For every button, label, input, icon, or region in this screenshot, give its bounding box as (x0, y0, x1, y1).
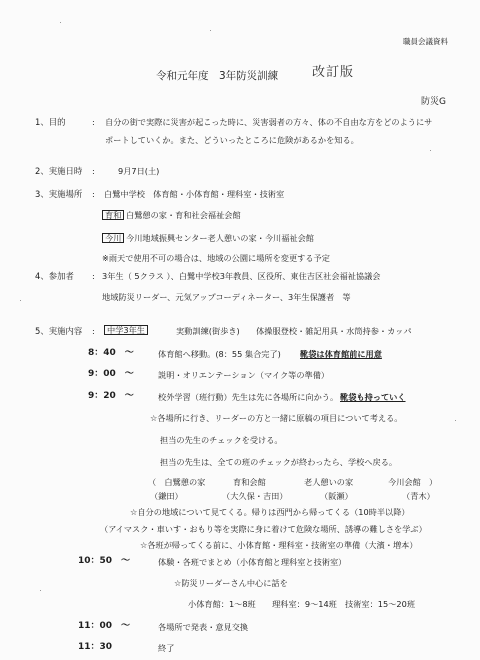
place-tag-imagawa: 今川 (102, 233, 124, 243)
teacher-name: （青木） (402, 491, 435, 501)
detail-line: （アイマスク・車いす・おもり等を実際に身に着けて危険な場所、誘導の難しさを学ぶ） (100, 524, 427, 534)
schedule-note: 靴袋は体育館前に用意 (300, 349, 382, 359)
place-name: 育和会館 (233, 477, 266, 487)
summary-line: ☆防災リーダーさん中心に話を (174, 578, 288, 588)
purpose-label: 1、目的 (35, 117, 66, 127)
schedule-text: 各場所で発表・意見交換 (158, 622, 249, 632)
place-name: 今川会館 ） (388, 477, 438, 487)
place-line1: 白鷺中学校 体育館・小体育館・理科室・技術室 (104, 189, 285, 199)
place-tag-ikuwa: 育和 (102, 210, 124, 220)
date-value: 9月7日(土) (118, 166, 160, 176)
scan-speck (60, 22, 61, 23)
page-title: 令和元年度 3年防災訓練 (156, 70, 279, 82)
place-label: 3、実施場所 (35, 189, 83, 199)
teacher-name: （鎌田） (150, 491, 183, 501)
place-note: ※雨天で使用不可の場合は、地域の公園に場所を変更する予定 (102, 253, 330, 263)
scan-speck (210, 30, 211, 31)
schedule-text: 体育館へ移動。(8：55 集合完了) (158, 349, 281, 359)
date-colon: : (92, 166, 95, 176)
content-grade-tag: 中学3年生 (104, 325, 148, 335)
handwritten-revision-note: 改訂版 (312, 65, 355, 80)
doc-label: 職員会議資料 (403, 37, 448, 46)
place-name: （ 白鷺憩の家 (148, 477, 206, 487)
schedule-text: 説明・オリエンテーション（マイク等の準備） (158, 370, 330, 380)
date-label: 2、実施日時 (35, 166, 83, 176)
schedule-time: 10：50 ～ (78, 556, 131, 566)
schedule-time: 9：20 ～ (88, 391, 134, 401)
scan-speck (40, 590, 41, 591)
scan-speck (20, 300, 21, 301)
place-name: 老人憩いの家 (304, 477, 354, 487)
schedule-time: 11：30 (78, 642, 113, 652)
participants-label: 4、参加者 (35, 271, 74, 281)
schedule-text: 校外学習（班行動）先生は先に各場所に向かう。 (158, 392, 339, 402)
participants-line2: 地域防災リーダー、元気アップコーディネーター、3年生保護者 等 (102, 292, 351, 302)
detail-line: ☆自分の地域について見てくる。帰りは西門から帰ってくる（10時半以降） (130, 507, 410, 517)
participants-line1: 3年生（ 5クラス ）、白鷺中学校3年教員、区役所、東住吉区社会福祉協議会 (102, 271, 381, 281)
schedule-time: 9：00 ～ (88, 369, 134, 379)
schedule-text: 終了 (158, 643, 175, 653)
place-colon: : (92, 189, 95, 199)
place-line2: 白鷺憩の家・育和社会福祉会館 (126, 210, 241, 220)
teacher-name: （阪瀬） (320, 491, 353, 501)
schedule-time: 8：40 ～ (88, 348, 134, 358)
purpose-colon: : (92, 117, 95, 127)
place-line3: 今川地域振興センター老人憩いの家・今川福祉会館 (126, 233, 314, 243)
detail-line: ☆各場所に行き、リーダーの方と一緒に原稿の項目について考える。 (150, 413, 403, 423)
detail-line: 担当の先生のチェックを受ける。 (160, 435, 283, 445)
content-label: 5、実施内容 (35, 326, 83, 336)
detail-line: 担当の先生は、全ての班のチェックが終わったら、学校へ戻る。 (160, 457, 398, 467)
content-items: 実動訓練(街歩き) 体操服登校・雑記用具・水筒持参・カッパ (176, 326, 412, 336)
schedule-time: 11：00 ～ (78, 621, 131, 631)
group-label: 防災G (421, 97, 446, 107)
teacher-name: （大久保・吉田） (222, 491, 288, 501)
purpose-text-line2: ポートしていくか。また、どういったところに危険があるかを知る。 (105, 135, 359, 145)
participants-colon: : (92, 271, 95, 281)
detail-line: ☆各班が帰ってくる前に、小体育館・理科室・技術室の準備（大濱・増本） (140, 540, 418, 550)
schedule-text: 体験・各班でまとめ（小体育館と理科室と技術室） (158, 557, 347, 567)
schedule-note: 靴袋も持っていく (340, 392, 406, 402)
scan-speck (455, 420, 456, 421)
scan-speck (430, 150, 431, 151)
content-colon: : (92, 326, 95, 336)
summary-line: 小体育館：1～8班 理科室：9～14班 技術室：15～20班 (188, 599, 416, 609)
purpose-text-line1: 自分の街で実際に災害が起こった時に、災害弱者の方々、体の不自由な方をどのようにサ (105, 117, 433, 127)
